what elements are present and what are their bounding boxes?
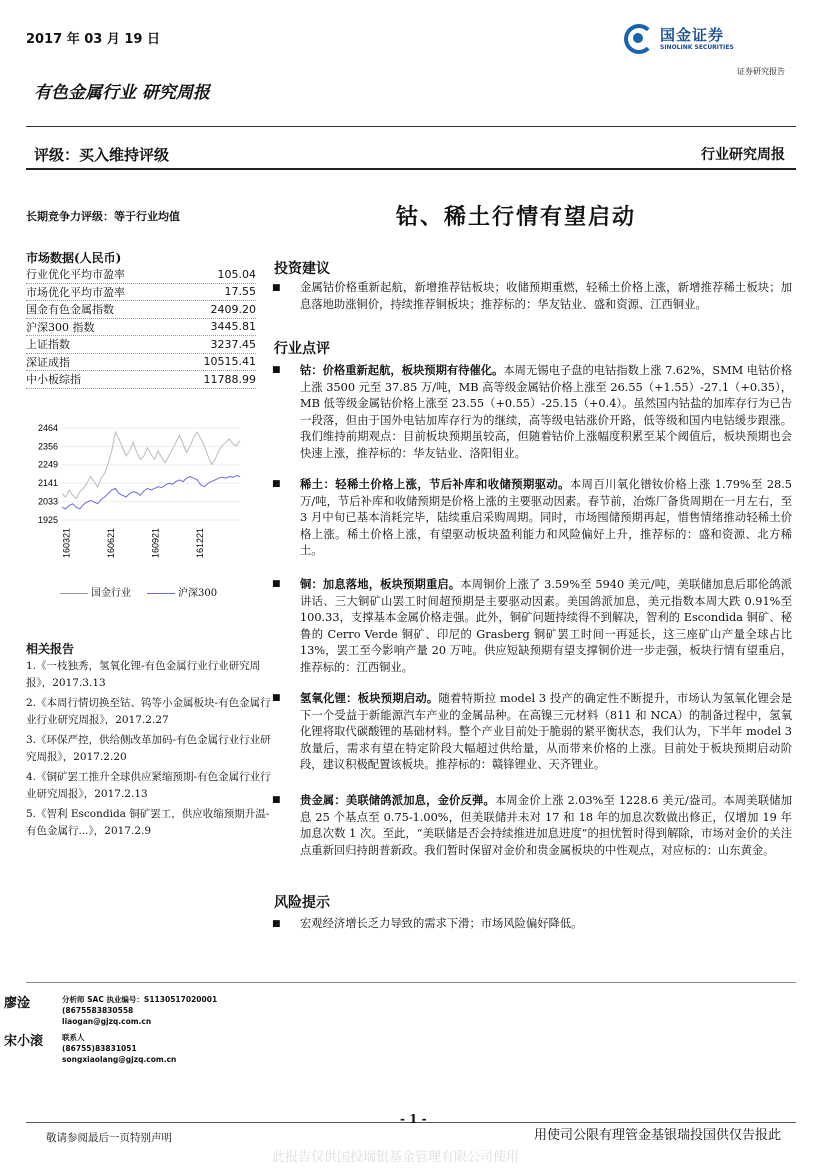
rating: 评级：买入维持评级 xyxy=(34,146,170,164)
industry-title: 有色金属行业 研究周报 xyxy=(34,83,210,103)
bullet-icon: ■ xyxy=(272,365,281,375)
item-head: 氢氧化锂：板块预期启动。 xyxy=(300,691,439,705)
x-tick-label: 160321 xyxy=(61,527,72,558)
item-precious xyxy=(272,792,792,859)
item-cobalt xyxy=(272,362,792,463)
invest-text: 金属钴价格重新起航，新增推荐钴板块；收储预期重燃，轻稀土价格上涨，新增推荐稀土板块；加息落地助涨铜价，持续推荐铜板块；推荐标的：华友钴业、盛和资源、江西铜业。 xyxy=(300,281,792,311)
logo-dot-icon xyxy=(633,33,643,43)
market-row: 上证指数 3237.45 xyxy=(26,336,256,354)
market-row: 国金有色金属指数 2409.20 xyxy=(26,301,256,319)
item-lithium xyxy=(272,690,792,774)
x-tick-label: 160621 xyxy=(105,527,116,558)
company-logo xyxy=(624,22,764,58)
item-body: 随着特斯拉 model 3 投产的确定性不断提升，市场认为氢氧化锂会是下一个受益于新能源汽车产业的金属品种。在高镍三元材料（811 和 NCA）的制备过程中，氢氧化锂将取代碳酸锂的基础材料。整个产业目前处于脆弱的紧平衡状态，我们认为，下半年 model 3 放量后，需求有望在特定阶段大幅超过供给量，从而带来价格的上涨。目前处于板块预期启动阶段，建议积极配置该板块。推荐标的：赣锋锂业、天齐锂业。 xyxy=(300,692,792,772)
y-tick-label: 2356 xyxy=(37,441,58,452)
risk-text: 宏观经济增长乏力导致的需求下滑；市场风险偏好降低。 xyxy=(300,917,583,930)
main-title: 钴、稀土行情有望启动 xyxy=(396,204,637,230)
item-head: 钴：价格重新起航，板块预期有待催化。 xyxy=(300,363,504,377)
item-head: 铜：加息落地，板块预期重启。 xyxy=(300,577,461,591)
divider-thick xyxy=(26,168,796,170)
y-tick-label: 1925 xyxy=(37,515,58,525)
related-reports-list xyxy=(26,658,271,843)
item-copper xyxy=(272,576,792,677)
competitive-rating: 长期竞争力评级：等于行业均值 xyxy=(26,210,180,223)
sub-label: 证券研究报告 xyxy=(737,67,785,76)
related-reports-title: 相关报告 xyxy=(26,642,75,656)
y-tick-label: 2249 xyxy=(37,459,58,470)
watermark: 此报告仅供国投瑞银基金管理有限公司使用 xyxy=(272,1150,520,1165)
review-title: 行业点评 xyxy=(274,341,330,357)
related-report[interactable]: 4.《铜矿罢工推升全球供应紧缩预期-有色金属行业行业研究周报》，2017.2.13 xyxy=(26,771,271,800)
page-number: - 1 - xyxy=(400,1112,427,1126)
market-row: 市场优化平均市盈率 17.55 xyxy=(26,284,256,302)
risk-bullet xyxy=(272,916,792,933)
related-report[interactable]: 3.《环保严控，供给侧改革加码-有色金属行业行业研究周报》，2017.2.20 xyxy=(26,734,271,763)
risk-title: 风险提示 xyxy=(274,895,330,911)
market-row: 深证成指 10515.41 xyxy=(26,354,256,372)
report-type: 行业研究周报 xyxy=(701,147,785,163)
invest-title: 投资建议 xyxy=(274,261,330,277)
market-row: 沪深300 指数 3445.81 xyxy=(26,319,256,337)
logo-en: SINOLINK SECURITIES xyxy=(660,44,734,51)
bullet-icon: ■ xyxy=(272,283,281,293)
index-chart xyxy=(26,420,246,570)
item-body: 本周无锡电子盘的电钴指数上涨 7.62%，SMM 电钴价格上涨 3500 元至 37.85 万/吨，MB 高等级金属钴价格上涨至 26.55（+1.55）-27.1（+0.35），MB 低等级金属钴价格上涨至 23.55（+0.55）-25.15（+0.4）。虽然国内钴盐的加库存行为已告一段落，但由于国外电钴加库存行为的继续，高等级电钴涨价开路，低等级和国内电钴缓步跟涨。我们维持前期观点：目前板块预期虽较高，但随着钴价上涨幅度积累至某个阈值后，板块预期也会快速上涨，推荐标的：华友钴业、洛阳钼业。 xyxy=(300,364,792,460)
y-tick-label: 2033 xyxy=(37,496,58,507)
market-row: 行业优化平均市盈率 105.04 xyxy=(26,266,256,284)
footer-right-text: 用使司公限有理管金基银瑞投国供仅告报此 xyxy=(533,1128,781,1143)
logo-cn: 国金证券 xyxy=(660,26,725,44)
item-body: 本周铜价上涨了 3.59%至 5940 美元/吨，美联储加息后耶伦鸽派讲话、三大铜矿山罢工时间超预期是主要驱动因素。美国鸽派加息，美元指数本周大跌 0.91%至 100.33，支撑基本金属价格走强。此外，铜矿问题持续得不到解决，智利的 Escondida 铜矿、秘鲁的 Cerro Verde 铜矿、印尼的 Grasberg 铜矿罢工时间一再延长，这三座矿山产量全球占比 13%，罢工至今影响产量 20 万吨。供应短缺预期有望支撑铜价进一步走强，板块行情有望重启，推荐标的：江西铜业。 xyxy=(300,578,792,674)
related-report[interactable]: 1.《一枝独秀，氢氧化锂-有色金属行业行业研究周报》，2017.3.13 xyxy=(26,660,261,689)
item-rare-earth xyxy=(272,476,792,560)
series-industry-line xyxy=(62,432,240,499)
report-date: 2017 年 03 月 19 日 xyxy=(26,32,160,47)
market-data-table xyxy=(26,266,256,389)
y-tick-label: 2141 xyxy=(37,478,58,489)
bullet-icon: ■ xyxy=(272,579,281,589)
author-info: 分析师 SAC 执业编号：S1130517020001 (8675583830558 liaogan@gjzq.com.cn xyxy=(62,995,218,1026)
author-name: 廖淦 xyxy=(4,996,31,1011)
author-email[interactable]: songxiaolang@gjzq.com.cn xyxy=(62,1055,177,1064)
divider xyxy=(26,982,796,983)
market-data-title: 市场数据(人民币) xyxy=(26,251,122,265)
bullet-icon: ■ xyxy=(272,919,281,929)
author-email[interactable]: liaogan@gjzq.com.cn xyxy=(62,1017,152,1026)
item-body: 本周百川氧化镨钕价格上涨 1.79%至 28.5 万/吨，节后补库和收储预期是价格上涨的主要驱动因素。春节前，冶炼厂备货周期在一月左右，至 3 月中旬已基本消耗完毕，陆续重启采购周期。同时，市场囤储预期再起，惜售情绪推动轻稀土价格上涨。稀土价格上涨，有望驱动板块盈利能力和风险偏好上升，推荐标的：盛和资源、北方稀土。 xyxy=(300,478,792,558)
x-tick-label: 160921 xyxy=(150,527,161,558)
item-head: 稀土：轻稀土价格上涨，节后补库和收储预期驱动。 xyxy=(300,477,570,491)
author-info: 联系人 (86755)83831051 songxiaolang@gjzq.com.cn xyxy=(62,1033,177,1064)
legend-industry: 国金行业 xyxy=(60,584,131,599)
legend-hs300: 沪深300 xyxy=(147,584,217,599)
related-report[interactable]: 5.《智利 Escondida 铜矿罢工，供应收缩预期升温-有色金属行...》，2017.2.9 xyxy=(26,808,270,837)
bullet-icon: ■ xyxy=(272,693,281,703)
x-tick-label: 161221 xyxy=(194,527,205,558)
invest-bullet xyxy=(272,280,792,313)
item-head: 贵金属：美联储鸽派加息，金价反弹。 xyxy=(300,793,495,807)
y-tick-label: 2464 xyxy=(37,423,58,433)
footer-disclaimer: 敬请参阅最后一页特别声明 xyxy=(46,1132,172,1144)
chart-legend xyxy=(60,584,217,599)
divider xyxy=(26,126,796,127)
bullet-icon: ■ xyxy=(272,479,281,489)
market-row: 中小板综指 11788.99 xyxy=(26,371,256,389)
related-report[interactable]: 2.《本周行情切换至钴、钨等小金属板块-有色金属行业行业研究周报》，2017.2.27 xyxy=(26,697,271,726)
author-name: 宋小滚 xyxy=(4,1034,44,1049)
bullet-icon: ■ xyxy=(272,795,281,805)
item-body: 本周金价上涨 2.03%至 1228.6 美元/盎司。本周美联储加息 25 个基点至 0.75-1.00%，但美联储并未对 17 和 18 年的加息次数做出修正，仅增加 19 年加息次数 1 次。至此，“美联储是否会持续推进加息进度”的担忧暂时得到解除，市场对金价的关注点重新回归持朗普新政。我们暂时保留对金价和贵金属板块的中性观点，对应标的：山东黄金。 xyxy=(300,794,792,857)
